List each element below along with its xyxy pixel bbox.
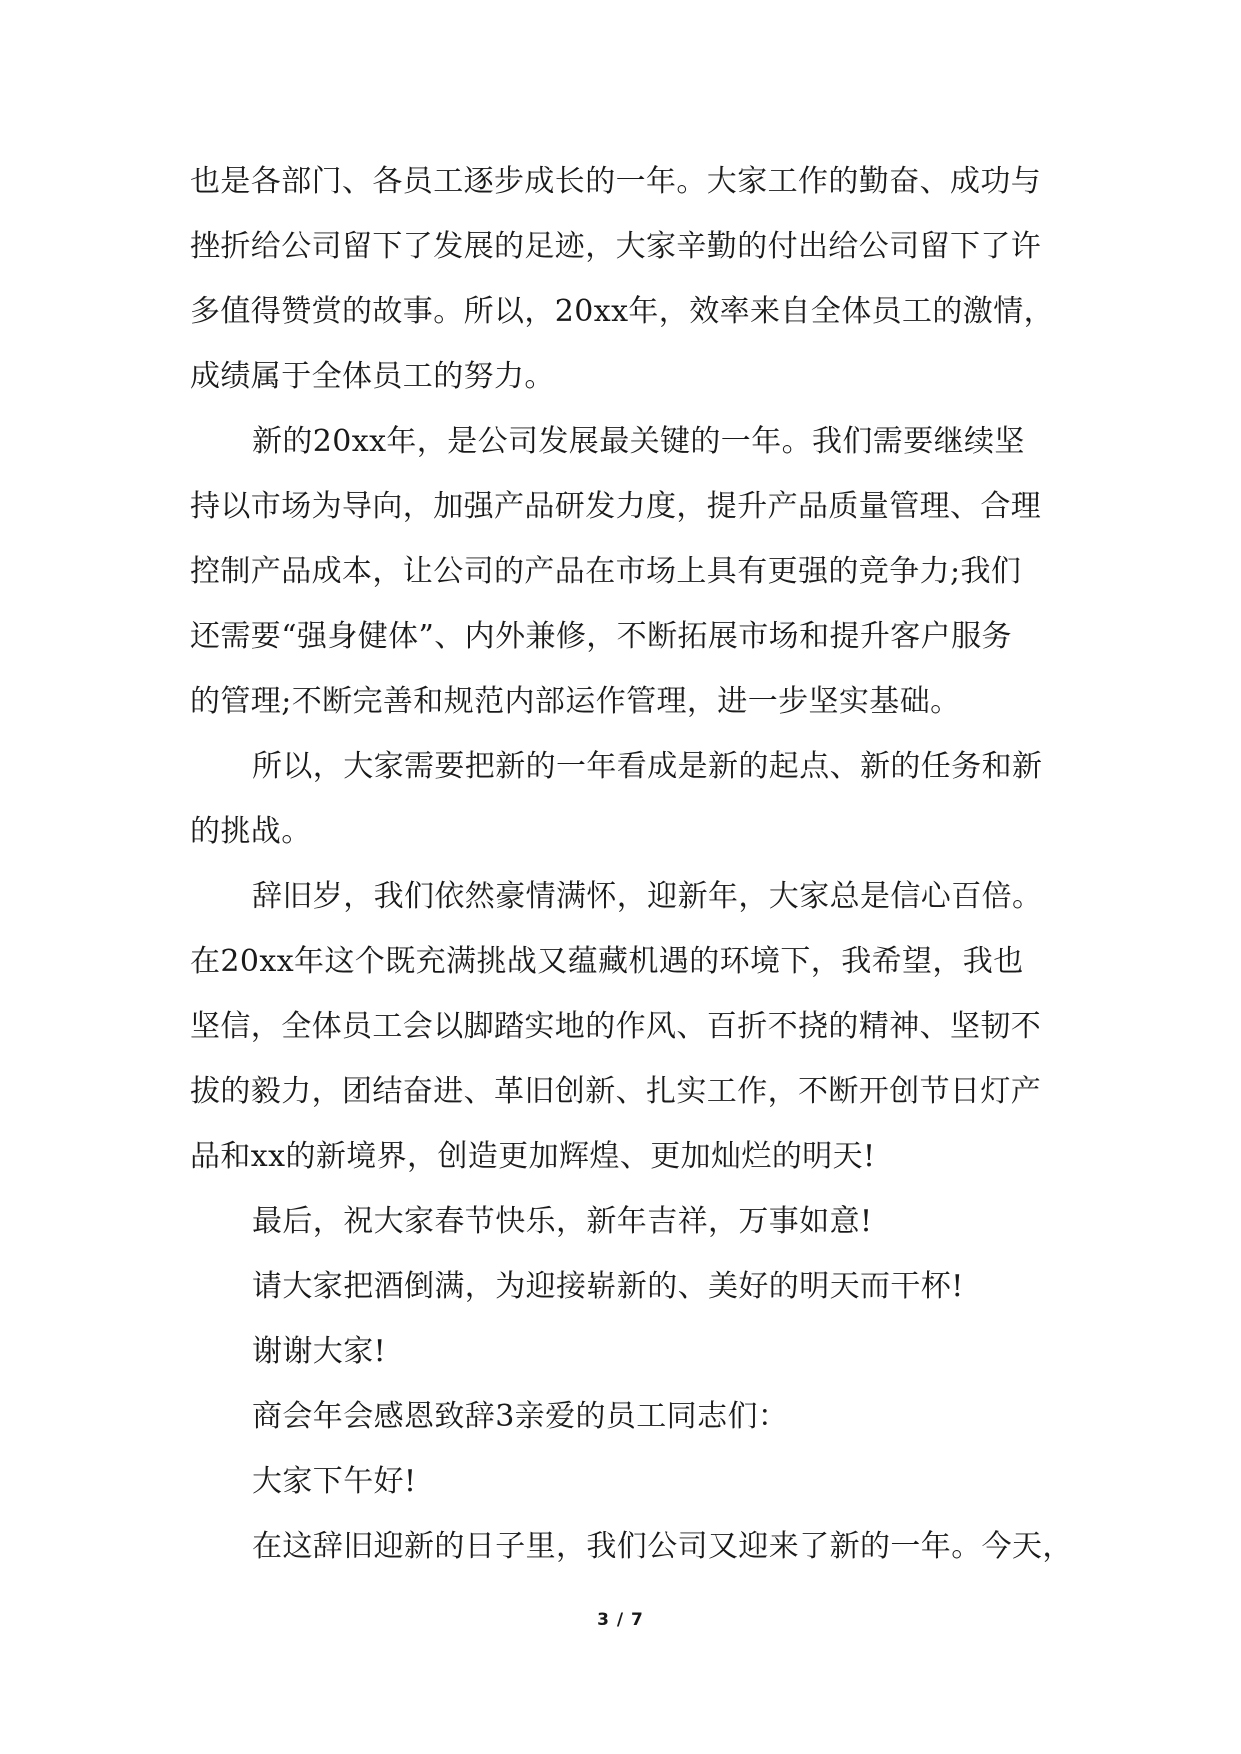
- paragraph-first-line: 所以，大家需要把新的一年看成是新的起点、新的任务和新: [252, 749, 1043, 784]
- text-line: 挫折给公司留下了发展的足迹，大家辛勤的付出给公司留下了许: [190, 229, 1042, 264]
- text-line: 在20xx年这个既充满挑战又蕴藏机遇的环境下，我希望，我也: [190, 944, 1024, 979]
- paragraph-first-line: 新的20xx年，是公司发展最关键的一年。我们需要继续坚: [252, 424, 1025, 459]
- text-line: 也是各部门、各员工逐步成长的一年。大家工作的勤奋、成功与: [190, 164, 1042, 199]
- text-line: 控制产品成本，让公司的产品在市场上具有更强的竞争力;我们: [190, 554, 1022, 589]
- text-line: 多值得赞赏的故事。所以，20xx年，效率来自全体员工的激情，: [190, 294, 1055, 329]
- paragraph-first-line: 辞旧岁，我们依然豪情满怀，迎新年，大家总是信心百倍。: [252, 879, 1043, 914]
- text-line: 坚信，全体员工会以脚踏实地的作风、百折不挠的精神、坚韧不: [190, 1009, 1042, 1044]
- paragraph-first-line: 大家下午好!: [252, 1464, 417, 1499]
- text-line: 品和xx的新境界，创造更加辉煌、更加灿烂的明天!: [190, 1139, 876, 1174]
- paragraph-first-line: 最后，祝大家春节快乐，新年吉祥，万事如意!: [252, 1204, 873, 1239]
- paragraph-first-line: 在这辞旧迎新的日子里，我们公司又迎来了新的一年。今天，: [252, 1529, 1073, 1564]
- paragraph-first-line: 商会年会感恩致辞3亲爱的员工同志们：: [252, 1399, 789, 1434]
- paragraph-first-line: 请大家把酒倒满，为迎接崭新的、美好的明天而干杯!: [252, 1269, 964, 1304]
- paragraph-first-line: 谢谢大家!: [252, 1334, 387, 1369]
- text-line: 成绩属于全体员工的努力。: [190, 359, 555, 394]
- text-line: 的管理;不断完善和规范内部运作管理，进一步坚实基础。: [190, 684, 961, 719]
- text-line: 还需要“强身健体”、内外兼修，不断拓展市场和提升客户服务: [190, 619, 1012, 654]
- text-line: 的挑战。: [190, 814, 312, 849]
- text-line: 持以市场为导向，加强产品研发力度，提升产品质量管理、合理: [190, 489, 1042, 524]
- text-line: 拔的毅力，团结奋进、革旧创新、扎实工作，不断开创节日灯产: [190, 1074, 1042, 1109]
- page-number: 3 / 7: [597, 1610, 644, 1630]
